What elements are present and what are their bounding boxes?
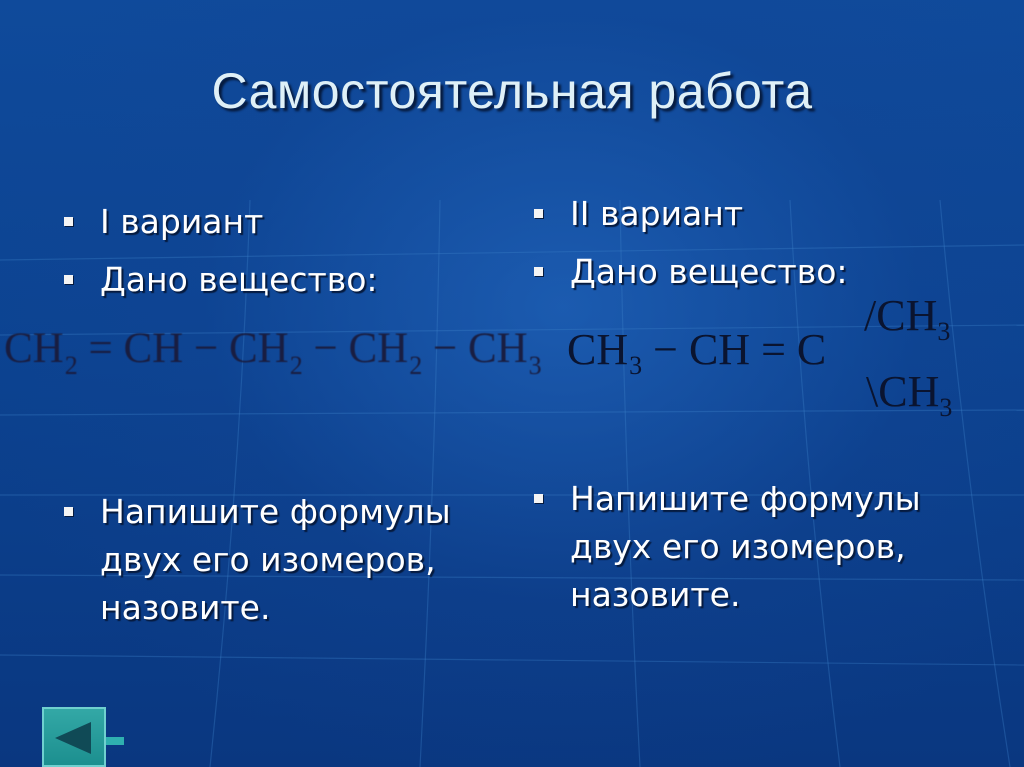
back-button[interactable] — [42, 707, 106, 767]
formula-subscript: 3 — [629, 351, 643, 380]
bullet-square-icon — [64, 507, 73, 516]
variant-1-label: I вариант — [100, 202, 264, 241]
bullet-square-icon — [64, 275, 73, 284]
variant-1-task-item — [60, 488, 520, 632]
formula-text: CH — [4, 325, 64, 372]
bullet-square-icon — [534, 494, 543, 503]
formula-variant-2 — [567, 324, 827, 380]
formula-text: = CH − CH — [77, 325, 289, 372]
formula-subscript: 2 — [64, 351, 78, 380]
formula-branch-bottom — [866, 366, 953, 422]
formula-subscript: 3 — [528, 351, 542, 380]
bullet-square-icon — [534, 209, 543, 218]
variant-2-task-text: Напишите формулы двух его изомеров, назовите. — [570, 479, 921, 614]
bullet-square-icon — [64, 217, 73, 226]
variant-2-heading — [530, 190, 1000, 238]
variant-1-heading — [60, 198, 510, 246]
variant-1-given-label: Дано вещество: — [100, 260, 378, 299]
formula-variant-1 — [4, 324, 542, 380]
variant-2-given — [530, 248, 1000, 296]
variant-1-column — [60, 198, 510, 304]
variant-1-task — [60, 488, 520, 632]
formula-subscript: 2 — [409, 351, 423, 380]
variant-2-given-label: Дано вещество: — [570, 252, 848, 291]
formula-text: \CH — [866, 367, 940, 416]
formula-text: CH — [567, 325, 629, 374]
triangle-left-icon — [55, 722, 91, 754]
formula-subscript: 3 — [937, 317, 951, 346]
variant-1-task-text: Напишите формулы двух его изомеров, назовите. — [100, 492, 451, 627]
variant-2-task — [530, 475, 1000, 619]
formula-subscript: 2 — [289, 351, 303, 380]
formula-subscript: 3 — [939, 393, 953, 422]
bullet-square-icon — [534, 267, 543, 276]
variant-1-given — [60, 256, 510, 304]
variant-2-task-item — [530, 475, 1000, 619]
variant-2-label: II вариант — [570, 194, 744, 233]
slide-title: Самостоятельная работа — [211, 63, 813, 119]
formula-text: − CH = C — [642, 325, 827, 374]
nav-indicator — [106, 737, 124, 745]
formula-text: /CH — [864, 291, 938, 340]
variant-2-column — [530, 190, 1000, 296]
formula-text: − CH — [302, 325, 409, 372]
formula-branch-top — [864, 290, 951, 346]
formula-text: − CH — [422, 325, 528, 372]
